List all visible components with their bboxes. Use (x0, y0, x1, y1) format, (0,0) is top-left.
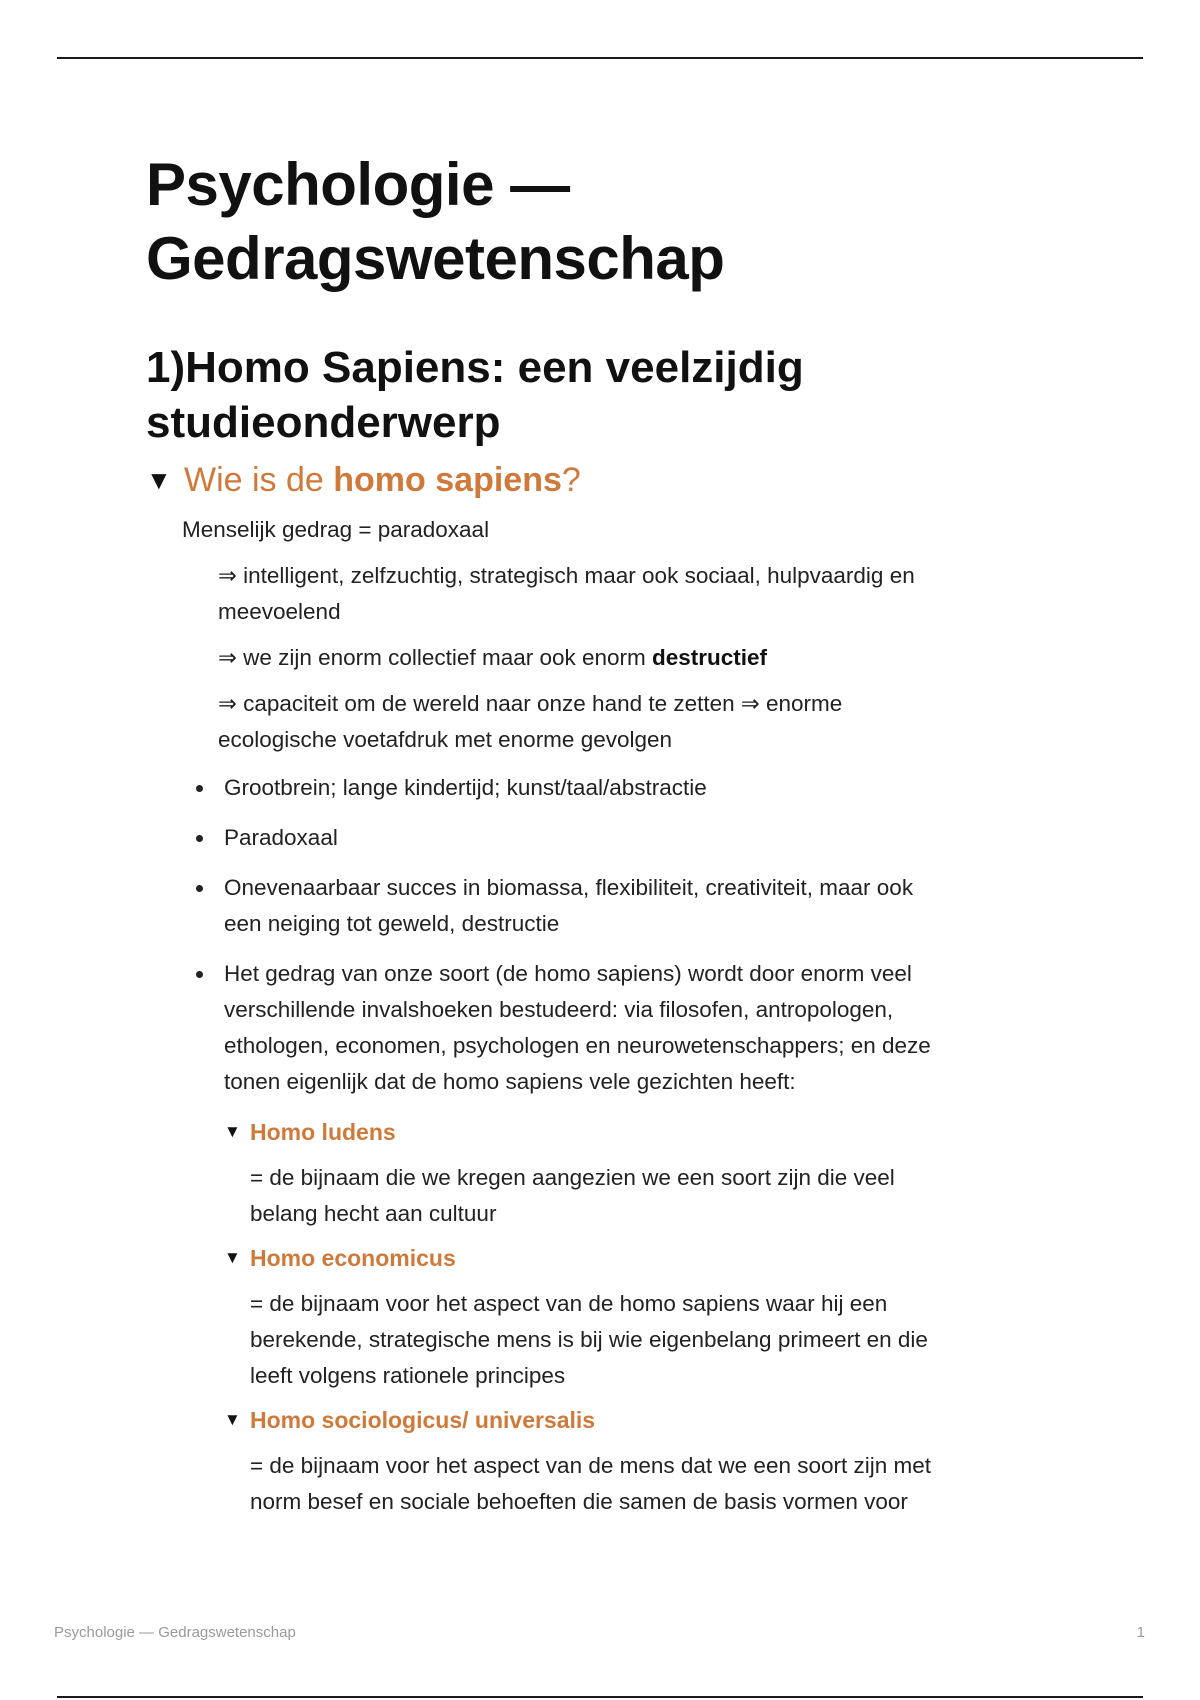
toggle-heading-prefix: Wie is de (184, 461, 334, 499)
arrow-1-line-2: meevoelend (218, 599, 341, 624)
list-item (146, 770, 1044, 806)
bullet-4-line-2: verschillende invalshoeken bestudeerd: via filosofen, antropologen, (224, 997, 894, 1022)
homo-economicus-line-1: = de bijnaam voor het aspect van de homo sapiens waar hij een (250, 1291, 888, 1316)
homo-ludens-description (250, 1160, 1050, 1232)
bullet-3-line-1: Onevenaarbaar succes in biomassa, flexibiliteit, creativiteit, maar ook (224, 875, 914, 900)
page-title-line-1: Psychologie — (146, 151, 570, 218)
page-title (146, 148, 1066, 296)
toggle-label-homo-ludens: Homo ludens (250, 1119, 396, 1145)
toggle-heading (184, 458, 581, 502)
homo-economicus-line-3: leeft volgens rationele principes (250, 1363, 566, 1388)
arrow-paragraph-1 (218, 558, 1038, 630)
arrow-2-text: ⇒ we zijn enorm collectief maar ook enorm (218, 645, 653, 670)
arrow-3-line-1: ⇒ capaciteit om de wereld naar onze hand te zetten ⇒ enorme (218, 691, 843, 716)
homo-sociologicus-line-2: norm besef en sociale behoeften die samen de basis vormen voor (250, 1489, 908, 1514)
toggle-label-homo-economicus: Homo economicus (250, 1245, 456, 1271)
toggle-homo-sociologicus[interactable] (224, 1402, 1044, 1438)
bullet-dot-icon (196, 885, 203, 892)
toggle-heading-bold: homo sapiens (333, 461, 562, 499)
toggle-label-homo-sociologicus: Homo sociologicus/ universalis (250, 1407, 596, 1433)
bullet-dot-icon (196, 971, 203, 978)
arrow-1-line-1: ⇒ intelligent, zelfzuchtig, strategisch maar ook sociaal, hulpvaardig en (218, 563, 915, 588)
intro-paragraph: Menselijk gedrag = paradoxaal (182, 517, 490, 542)
toggle-wie-is-de-homo-sapiens[interactable] (146, 458, 1066, 502)
bullet-2-line-1: Paradoxaal (224, 825, 338, 850)
homo-sociologicus-line-1: = de bijnaam voor het aspect van de mens dat we een soort zijn met (250, 1453, 932, 1478)
page-content (146, 148, 1066, 1534)
bottom-rule (57, 1696, 1143, 1698)
list-item (146, 820, 1044, 856)
arrow-2-bold: destructief (652, 645, 768, 670)
bullet-4-line-3: ethologen, economen, psychologen en neurowetenschappers; en deze (224, 1033, 931, 1058)
section-heading-line-2: studieonderwerp (146, 398, 501, 447)
triangle-down-icon[interactable]: ▼ (224, 1410, 241, 1429)
triangle-down-icon[interactable]: ▼ (224, 1122, 241, 1141)
triangle-down-icon[interactable]: ▼ (224, 1248, 241, 1267)
bullet-1-line-1: Grootbrein; lange kindertijd; kunst/taal/abstractie (224, 775, 707, 800)
bullet-3-line-2: een neiging tot geweld, destructie (224, 911, 560, 936)
footer-title: Psychologie — Gedragswetenschap (54, 1624, 296, 1641)
arrow-3-line-2: ecologische voetafdruk met enorme gevolgen (218, 727, 673, 752)
page-title-line-2: Gedragswetenschap (146, 225, 725, 292)
bullet-dot-icon (196, 835, 203, 842)
list-item (146, 956, 1044, 1520)
top-rule (57, 57, 1143, 59)
homo-ludens-line-1: = de bijnaam die we kregen aangezien we een soort zijn die veel (250, 1165, 895, 1190)
list-item (146, 870, 1044, 942)
footer-page-number: 1 (1136, 1624, 1145, 1641)
toggle-heading-suffix: ? (561, 461, 581, 499)
homo-economicus-line-2: berekende, strategische mens is bij wie eigenbelang primeert en die (250, 1327, 928, 1352)
section-heading (146, 340, 1066, 450)
bullet-4-line-4: tonen eigenlijk dat de homo sapiens vele gezichten heeft: (224, 1069, 796, 1094)
section-heading-line-1: 1)Homo Sapiens: een veelzijdig (146, 343, 804, 392)
arrow-paragraph-2 (218, 640, 1038, 676)
nested-toggle-list (224, 1114, 1044, 1520)
homo-economicus-description (250, 1286, 1050, 1394)
toggle-homo-economicus[interactable] (224, 1240, 1044, 1276)
toggle-homo-ludens[interactable] (224, 1114, 1044, 1150)
homo-ludens-line-2: belang hecht aan cultuur (250, 1201, 497, 1226)
triangle-down-icon[interactable]: ▼ (146, 464, 172, 495)
bullet-4-line-1: Het gedrag van onze soort (de homo sapiens) wordt door enorm veel (224, 961, 912, 986)
homo-sociologicus-description (250, 1448, 1050, 1520)
bullet-dot-icon (196, 785, 203, 792)
arrow-paragraph-3 (218, 686, 1038, 758)
bullet-list (146, 770, 1066, 1520)
